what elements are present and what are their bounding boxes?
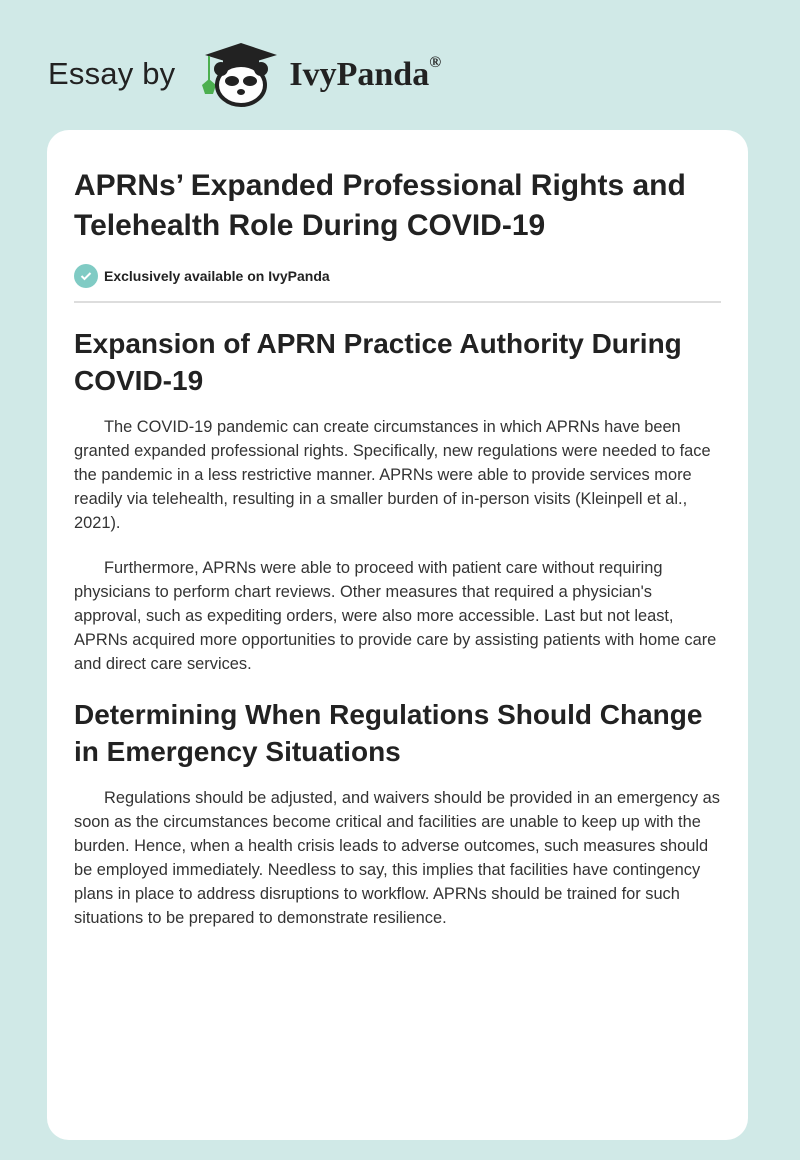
divider	[74, 301, 721, 303]
registered-mark: ®	[429, 54, 442, 71]
paragraph: Furthermore, APRNs were able to proceed with patient care without requiring physicians to perform chart reviews. Other measures that required a physician's approval, such as expediting orders, were also more accessible. Last but not least, APRNs acquired more opportunities to provide care by assisting patients with home care and direct care services.	[74, 559, 717, 673]
section-heading: Expansion of APRN Practice Authority During COVID-19	[74, 328, 682, 396]
paragraph: Regulations should be adjusted, and waivers should be provided in an emergency as soon as the circumstances become critical and facilities are unable to keep up with the burden. Hence, when a health crisis leads to adverse outcomes, such measures should be employed immediately. Needless to say, this implies that facilities have contingency plans in place to address disruptions to workflow. APRNs should be trained for such situations to be prepared to demonstrate resilience.	[74, 789, 720, 927]
exclusive-badge	[74, 264, 721, 288]
brand-name[interactable]	[289, 54, 441, 94]
ivypanda-logo-icon[interactable]	[193, 39, 283, 109]
essay-card	[47, 130, 748, 1140]
exclusive-label: Exclusively available on IvyPanda	[104, 268, 330, 284]
brand-text: IvyPanda	[289, 56, 430, 93]
check-icon	[74, 264, 98, 288]
section-heading: Determining When Regulations Should Change in Emergency Situations	[74, 699, 703, 767]
essay-title: APRNs’ Expanded Professional Rights and Telehealth Role During COVID-19	[74, 169, 686, 242]
paragraph: The COVID-19 pandemic can create circumstances in which APRNs have been granted expanded professional rights. Specifically, new regulations were needed to face the pandemic in a less restrictive manner. APRNs were able to provide services more readily via telehealth, resulting in a smaller burden of in-person visits (Kleinpell et al., 2021).	[74, 418, 711, 532]
essay-by-label: Essay by	[48, 56, 176, 91]
site-header	[48, 34, 441, 114]
